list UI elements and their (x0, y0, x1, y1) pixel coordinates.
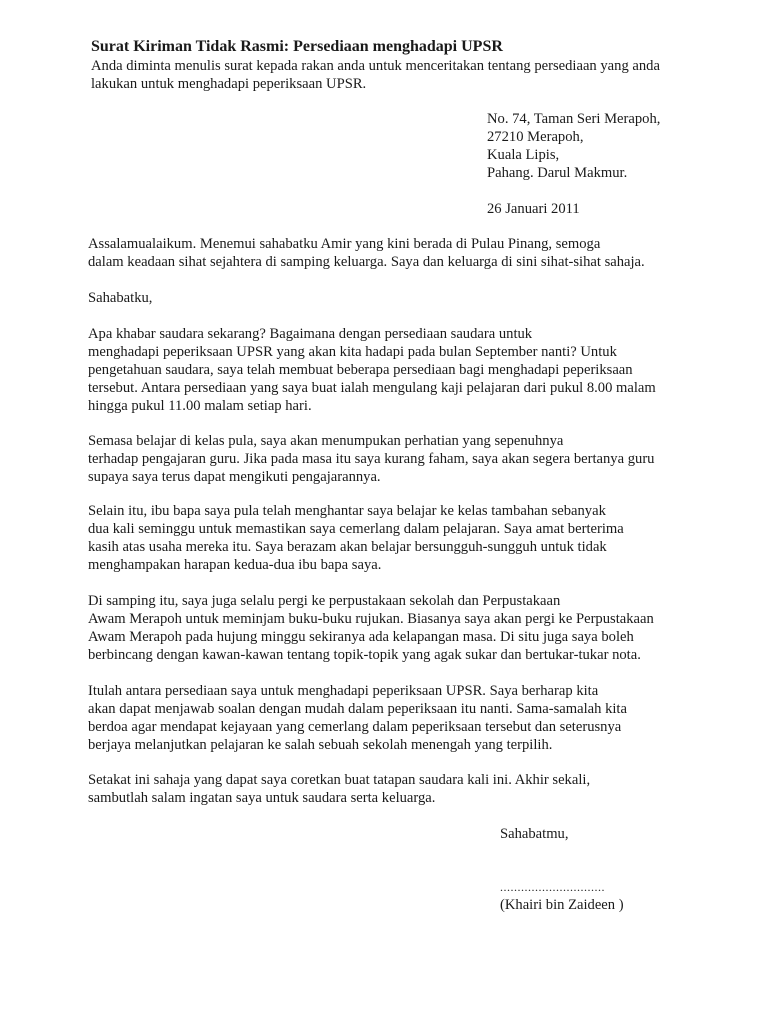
instruction-text: Anda diminta menulis surat kepada rakan anda untuk menceritakan tentang persediaan yang anda lakukan untuk menghadapi peperiksaan UPSR. (91, 58, 660, 92)
signer-name: (Khairi bin Zaideen ) (500, 897, 624, 913)
address-line: Pahang. Darul Makmur. (487, 165, 628, 181)
sign-off: Sahabatmu, (500, 826, 569, 842)
body-paragraph: Selain itu, ibu bapa saya pula telah menghantar saya belajar ke kelas tambahan sebanyak dua kali seminggu untuk memastikan saya cemerlang dalam pelajaran. Saya amat berterima kasih atas usaha mereka itu. Saya berazam akan belajar bersungguh-sungguh untuk tidak menghampakan harapan kedua-dua ibu bapa saya. (88, 503, 624, 573)
address-line: 27210 Merapoh, (487, 129, 584, 145)
greeting-paragraph: Assalamualaikum. Menemui sahabatku Amir yang kini berada di Pulau Pinang, semoga dalam keadaan sihat sejahtera di samping keluarga. Saya dan keluarga di sini sihat-sihat sahaja. (88, 236, 645, 270)
signature-line: .............................. (500, 880, 605, 894)
address-line: Kuala Lipis, (487, 147, 560, 163)
sender-address (487, 110, 747, 182)
body-paragraph: Di samping itu, saya juga selalu pergi ke perpustakaan sekolah dan Perpustakaan Awam Merapoh untuk meminjam buku-buku rujukan. Biasanya saya akan pergi ke Perpustakaan Awam Merapoh pada hujung minggu sekiranya ada kelapangan masa. Di situ juga saya boleh berbincang dengan kawan-kawan tentang topik-topik yang agak sukar dan bertukar-tukar nota. (88, 593, 654, 663)
letter-date: 26 Januari 2011 (487, 201, 580, 217)
body-paragraph: Itulah antara persediaan saya untuk menghadapi peperiksaan UPSR. Saya berharap kita akan dapat menjawab soalan dengan mudah dalam peperiksaan itu nanti. Sama-samalah kita berdoa agar mendapat kejayaan yang cemerlang dalam peperiksaan tersebut dan seterusnya berjaya melanjutkan pelajaran ke salah sebuah sekolah menengah yang terpilih. (88, 683, 627, 753)
body-paragraph: Apa khabar saudara sekarang? Bagaimana dengan persediaan saudara untuk menghadapi peperiksaan UPSR yang akan kita hadapi pada bulan September nanti? Untuk pengetahuan saudara, saya telah membuat beberapa persediaan bagi menghadapi peperiksaan tersebut. Antara persediaan yang saya buat ialah mengulang kaji pelajaran dari pukul 8.00 malam hingga pukul 11.00 malam setiap hari. (88, 326, 656, 414)
body-paragraph: Setakat ini sahaja yang dapat saya coretkan buat tatapan saudara kali ini. Akhir sekali, sambutlah salam ingatan saya untuk saudara serta keluarga. (88, 772, 591, 806)
letter-title: Surat Kiriman Tidak Rasmi: Persediaan menghadapi UPSR (91, 38, 503, 55)
address-line: No. 74, Taman Seri Merapoh, (487, 111, 661, 127)
body-paragraph: Semasa belajar di kelas pula, saya akan menumpukan perhatian yang sepenuhnya terhadap pengajaran guru. Jika pada masa itu saya kurang faham, saya akan segera bertanya guru supaya saya terus dapat mengikuti pengajarannya. (88, 433, 655, 485)
salutation: Sahabatku, (88, 290, 153, 306)
